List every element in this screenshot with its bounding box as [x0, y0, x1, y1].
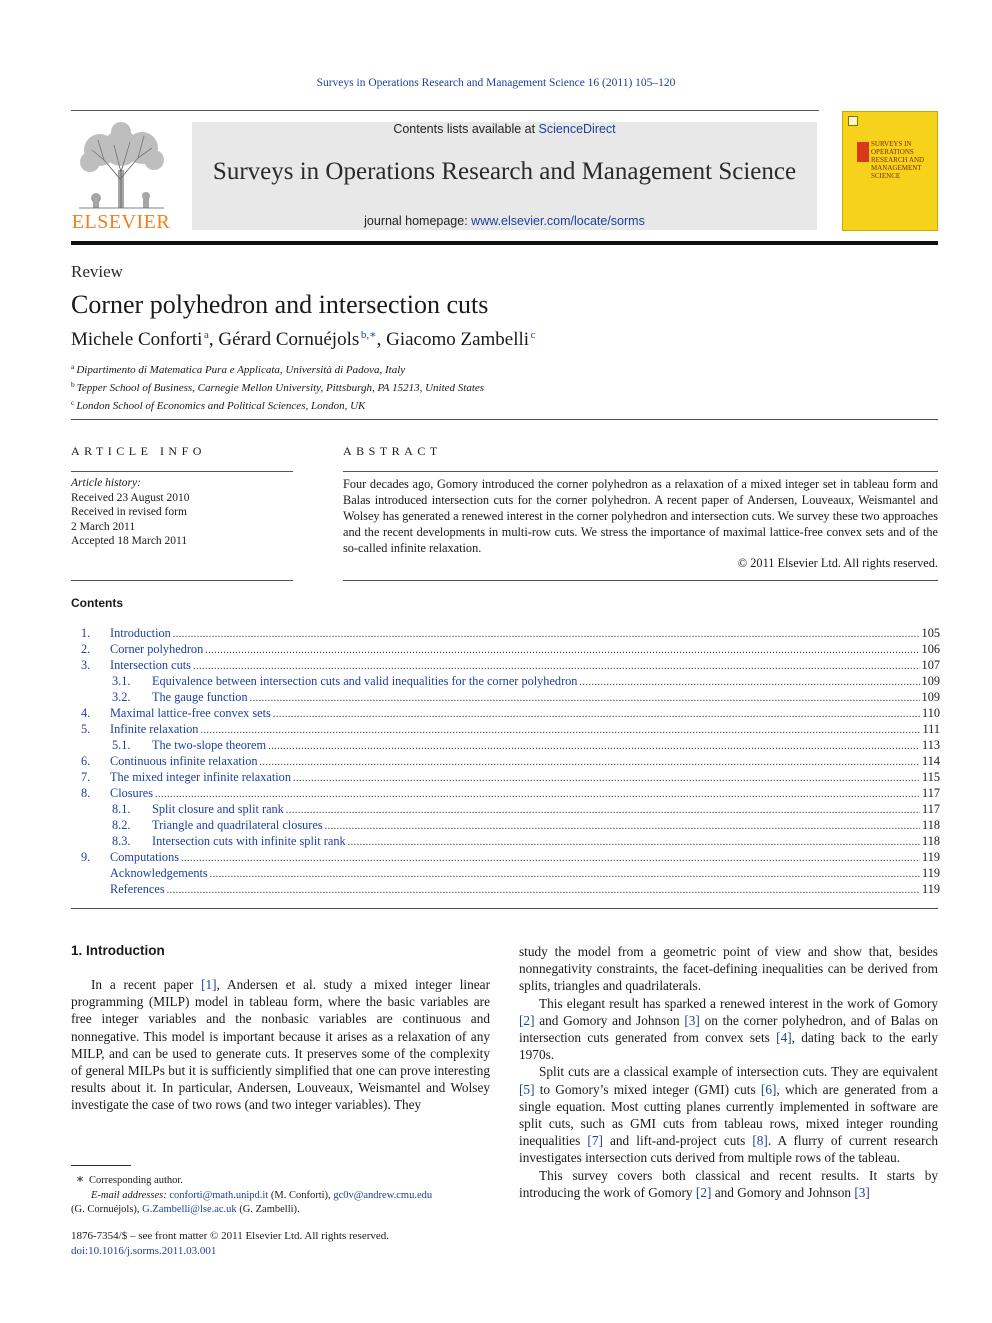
article-type: Review: [71, 262, 123, 281]
toc-page-number: 107: [921, 658, 940, 672]
toc-page-number: 115: [922, 770, 940, 784]
intro-paragraph: In a recent paper [1], Andersen et al. study a mixed integer linear programming (MILP) model in tableau form, where the basic variables are free integer variables and the nonbasic variables are continuous and nonnegative. This model is important because it arises as a relaxation of any MILP, and can be used to generate cuts. It preserves some of the complexity of general MILPs but it is sufficiently simplified that one can prove interesting results about it. In particular, Andersen, Louveaux, Weismantel and Wolsey investigate the case of two rows (and two integer variables). They: [71, 977, 491, 1113]
toc-number: 9.: [81, 850, 91, 864]
toc-number: 1.: [81, 626, 91, 640]
toc-link[interactable]: Continuous infinite relaxation: [110, 754, 258, 768]
sciencedirect-link[interactable]: ScienceDirect: [538, 122, 616, 136]
toc-number: 8.2.: [112, 818, 131, 832]
affiliation-c: [71, 398, 365, 412]
toc-row[interactable]: [71, 849, 940, 865]
abstract-heading: ABSTRACT: [343, 444, 442, 458]
toc-leader-dots: [167, 883, 920, 899]
toc-row[interactable]: [71, 817, 940, 833]
author-name: Giacomo Zambelli: [386, 329, 530, 350]
introduction-heading: 1. Introduction: [71, 943, 165, 958]
issn-line: 1876-7354/$ – see front matter © 2011 Elsevier Ltd. All rights reserved.: [71, 1230, 390, 1242]
history-line: Accepted 18 March 2011: [71, 535, 188, 547]
citation-ref-link[interactable]: [4]: [776, 1030, 792, 1046]
toc-number: 8.1.: [112, 802, 131, 816]
toc-row[interactable]: [71, 673, 940, 689]
toc-page-number: 105: [921, 626, 940, 640]
elsevier-logo[interactable]: [70, 120, 172, 232]
toc-row[interactable]: [71, 865, 940, 881]
toc-page-number: 114: [922, 754, 940, 768]
cover-title: SURVEYS IN OPERATIONS RESEARCH AND MANAGEMENT SCIENCE: [871, 140, 925, 180]
corresponding-author-note: [71, 1172, 501, 1189]
toc-page-number: 118: [922, 818, 940, 832]
contents-heading: Contents: [71, 596, 123, 610]
toc-link[interactable]: Triangle and quadrilateral closures: [152, 818, 323, 832]
toc-page-number: 111: [922, 722, 940, 736]
toc-number: 6.: [81, 754, 91, 768]
footnote-star: ∗: [75, 1171, 85, 1186]
introduction-right-column: [519, 943, 938, 1201]
citation-ref-link[interactable]: [1]: [201, 977, 217, 992]
toc-row[interactable]: [71, 657, 940, 673]
cover-band: [857, 142, 869, 162]
contents-available-text: Contents lists available at: [393, 122, 539, 136]
affiliation-mark: b: [71, 380, 75, 389]
footnotes: [71, 1172, 501, 1218]
affiliation-mark: c: [71, 398, 75, 407]
journal-homepage-label: journal homepage:: [364, 214, 472, 228]
toc-link[interactable]: Infinite relaxation: [110, 722, 199, 736]
email-link-cornuejols[interactable]: gc0v@andrew.cmu.edu: [333, 1189, 433, 1201]
intro-paragraph: Split cuts are a classical example of intersection cuts. They are equivalent [5] to Gomory’s mixed integer (GMI) cuts [6], which are generated from a single equation. Most cutting planes currently implemented in software are split cuts, such as GMI cuts from tableau rows, mixed integer rounding inequalities [7] and lift-and-project cuts [8]. A flurry of current research investigates intersection cuts derived from multiple rows of the tableau.: [519, 1064, 939, 1166]
citation-ref-link[interactable]: [5]: [519, 1081, 535, 1097]
toc-row[interactable]: [71, 737, 940, 753]
toc-number: 3.2.: [112, 690, 131, 704]
header-thick-rule: [71, 241, 938, 245]
header-rule: [71, 110, 819, 111]
journal-cover[interactable]: [842, 111, 938, 231]
affiliation-mark: a: [71, 362, 75, 371]
toc-entry[interactable]: [110, 881, 940, 899]
journal-header-box: [192, 122, 817, 230]
doi-link[interactable]: doi:10.1016/j.sorms.2011.03.001: [71, 1245, 217, 1257]
contents-rule: [71, 908, 938, 909]
author-affiliation-ref[interactable]: b,∗: [360, 329, 377, 341]
abstract-text: Four decades ago, Gomory introduced the corner polyhedron as a relaxation of a mixed integer set in tableau form and Balas introduced intersection cuts for the corner polyhedron. A recent paper of Andersen, Louveaux, Weismantel and Wolsey has generated a renewed interest in the corner polyhedron and intersection cuts. We survey these two approaches and the recent developments in multi-row cuts. We stress the importance of maximal lattice-free convex sets and of the so-called infinite relaxation.: [343, 477, 938, 555]
toc-number: 7.: [81, 770, 91, 784]
toc-page-number: 109: [921, 674, 940, 688]
toc-row[interactable]: [71, 801, 940, 817]
abstract-rule-bottom: [343, 580, 938, 581]
article-info-rule-bottom: [71, 580, 293, 581]
citation-ref-link[interactable]: [2]: [695, 1184, 712, 1200]
toc-page-number: 106: [921, 642, 940, 656]
toc-row[interactable]: [71, 833, 940, 849]
toc-page-number: 117: [922, 802, 940, 816]
elsevier-tree-icon: [74, 120, 168, 210]
toc-link[interactable]: Split closure and split rank: [152, 802, 284, 816]
email-owner: (G. Cornuéjols),: [71, 1204, 143, 1215]
corresponding-author-text: Corresponding author.: [89, 1175, 183, 1186]
toc-link[interactable]: Computations: [110, 850, 180, 864]
article-history: [71, 476, 293, 549]
email-addresses-line-2: [71, 1203, 501, 1218]
contents-available-line: [192, 122, 817, 136]
article-info-heading: ARTICLE INFO: [71, 444, 206, 458]
toc-page-number: 109: [921, 690, 940, 704]
toc-page-number: 110: [922, 706, 940, 720]
toc-link[interactable]: The mixed integer infinite relaxation: [110, 770, 291, 784]
toc-link[interactable]: Closures: [110, 786, 154, 800]
toc-number: 5.: [81, 722, 91, 736]
author-name: Michele Conforti: [71, 329, 203, 350]
toc-number: 3.: [81, 658, 91, 672]
toc-row[interactable]: [71, 689, 940, 705]
toc-link[interactable]: Introduction: [110, 626, 171, 640]
toc-row[interactable]: [71, 785, 940, 801]
toc-page-number: 117: [922, 786, 940, 800]
journal-homepage-line: [192, 214, 817, 228]
author-separator: ,: [208, 329, 219, 350]
toc-page-number: 119: [922, 850, 940, 864]
author-affiliation-ref[interactable]: c: [530, 329, 536, 341]
journal-citation[interactable]: Surveys in Operations Research and Management Science 16 (2011) 105–120: [316, 77, 676, 89]
intro-paragraph: study the model from a geometric point of view and show that, besides nonnegativity constraints, the facet-defining inequalities can be derived from splits, triangles and quadrilaterals.: [519, 944, 938, 994]
toc-row[interactable]: [71, 753, 940, 769]
introduction-left-column: [71, 976, 490, 1114]
article-info-rule-top: [71, 471, 293, 472]
toc-page-number: 113: [922, 738, 940, 752]
history-line: Received 23 August 2010: [71, 491, 190, 504]
article-title: Corner polyhedron and intersection cuts: [71, 290, 489, 319]
history-line: 2 March 2011: [71, 520, 136, 533]
toc-row[interactable]: [71, 769, 940, 785]
affiliation-text: Dipartimento di Matematica Pura e Applicata, Università di Padova, Italy: [76, 364, 406, 376]
toc-page-number: 119: [922, 882, 940, 896]
toc-link[interactable]: Maximal lattice-free convex sets: [110, 706, 271, 720]
toc-link[interactable]: Intersection cuts: [110, 658, 191, 672]
intro-paragraph: This elegant result has sparked a renewed interest in the work of Gomory [2] and Gomory and Johnson [3] on the corner polyhedron, and of Balas on intersection cuts generated from convex sets [4], dating back to the early 1970s.: [519, 995, 938, 1063]
citation-ref-link[interactable]: [3]: [684, 1012, 700, 1028]
toc-number: 8.: [81, 786, 91, 800]
toc-row[interactable]: [71, 641, 940, 657]
toc-link[interactable]: The gauge function: [152, 690, 248, 704]
citation-ref-link[interactable]: [6]: [760, 1081, 777, 1097]
affiliation-b: [71, 380, 484, 394]
author-name: Gérard Cornuéjols: [218, 329, 360, 350]
toc-page-number: 118: [922, 834, 940, 848]
email-label: E-mail addresses:: [91, 1189, 167, 1201]
article-history-heading: Article history:: [71, 477, 141, 489]
abstract-copyright: © 2011 Elsevier Ltd. All rights reserved.: [737, 556, 938, 570]
email-owner: (G. Zambelli).: [236, 1204, 300, 1215]
toc-row[interactable]: [71, 625, 940, 641]
affiliation-rule: [71, 419, 938, 420]
intro-paragraph: This survey covers both classical and recent results. It starts by introducing the work of Gomory [2] and Gomory and Johnson [3]: [519, 1167, 938, 1200]
citation-ref-link[interactable]: [2]: [519, 1012, 535, 1028]
toc-row[interactable]: [71, 721, 940, 737]
toc-link[interactable]: Equivalence between intersection cuts and valid inequalities for the corner polyhedron: [152, 674, 578, 688]
footnote-rule: [71, 1165, 131, 1166]
toc-number: 2.: [81, 642, 91, 656]
toc-link[interactable]: The two-slope theorem: [152, 738, 267, 752]
toc-link[interactable]: References: [110, 882, 165, 896]
cover-mark-icon: [848, 116, 858, 126]
abstract-rule-top: [343, 471, 938, 472]
toc-link[interactable]: Acknowledgements: [110, 866, 208, 880]
journal-homepage-link[interactable]: www.elsevier.com/locate/sorms: [471, 214, 645, 228]
issn-block: [71, 1229, 389, 1259]
toc-number: 3.1.: [112, 674, 131, 688]
citation-ref-link[interactable]: [8]: [752, 1133, 768, 1149]
email-link-zambelli[interactable]: G.Zambelli@lse.ac.uk: [142, 1204, 237, 1215]
email-owner: (M. Conforti),: [268, 1189, 334, 1201]
toc-number: 8.3.: [112, 834, 131, 848]
affiliation-text: London School of Economics and Political Sciences, London, UK: [76, 400, 366, 412]
email-addresses-line: [71, 1189, 501, 1204]
author-list: [71, 328, 536, 351]
author-affiliation-ref[interactable]: a: [203, 329, 209, 341]
email-link-conforti[interactable]: conforti@math.unipd.it: [169, 1189, 269, 1201]
toc-number: 4.: [81, 706, 91, 720]
toc-number: 5.1.: [112, 738, 131, 752]
history-line: Received in revised form: [71, 506, 187, 518]
toc-row[interactable]: [71, 881, 940, 897]
citation-ref-link[interactable]: [3]: [854, 1184, 870, 1200]
affiliation-a: [71, 362, 405, 376]
toc-link[interactable]: Intersection cuts with infinite split rank: [152, 834, 346, 848]
toc-link[interactable]: Corner polyhedron: [110, 642, 204, 656]
toc-page-number: 119: [922, 866, 940, 880]
elsevier-wordmark: ELSEVIER: [71, 211, 171, 233]
toc-row[interactable]: [71, 705, 940, 721]
affiliation-text: Tepper School of Business, Carnegie Mellon University, Pittsburgh, PA 15213, United States: [76, 382, 485, 394]
author-separator: ,: [376, 329, 387, 350]
citation-ref-link[interactable]: [7]: [587, 1133, 603, 1149]
journal-title: Surveys in Operations Research and Management Science: [212, 158, 797, 185]
